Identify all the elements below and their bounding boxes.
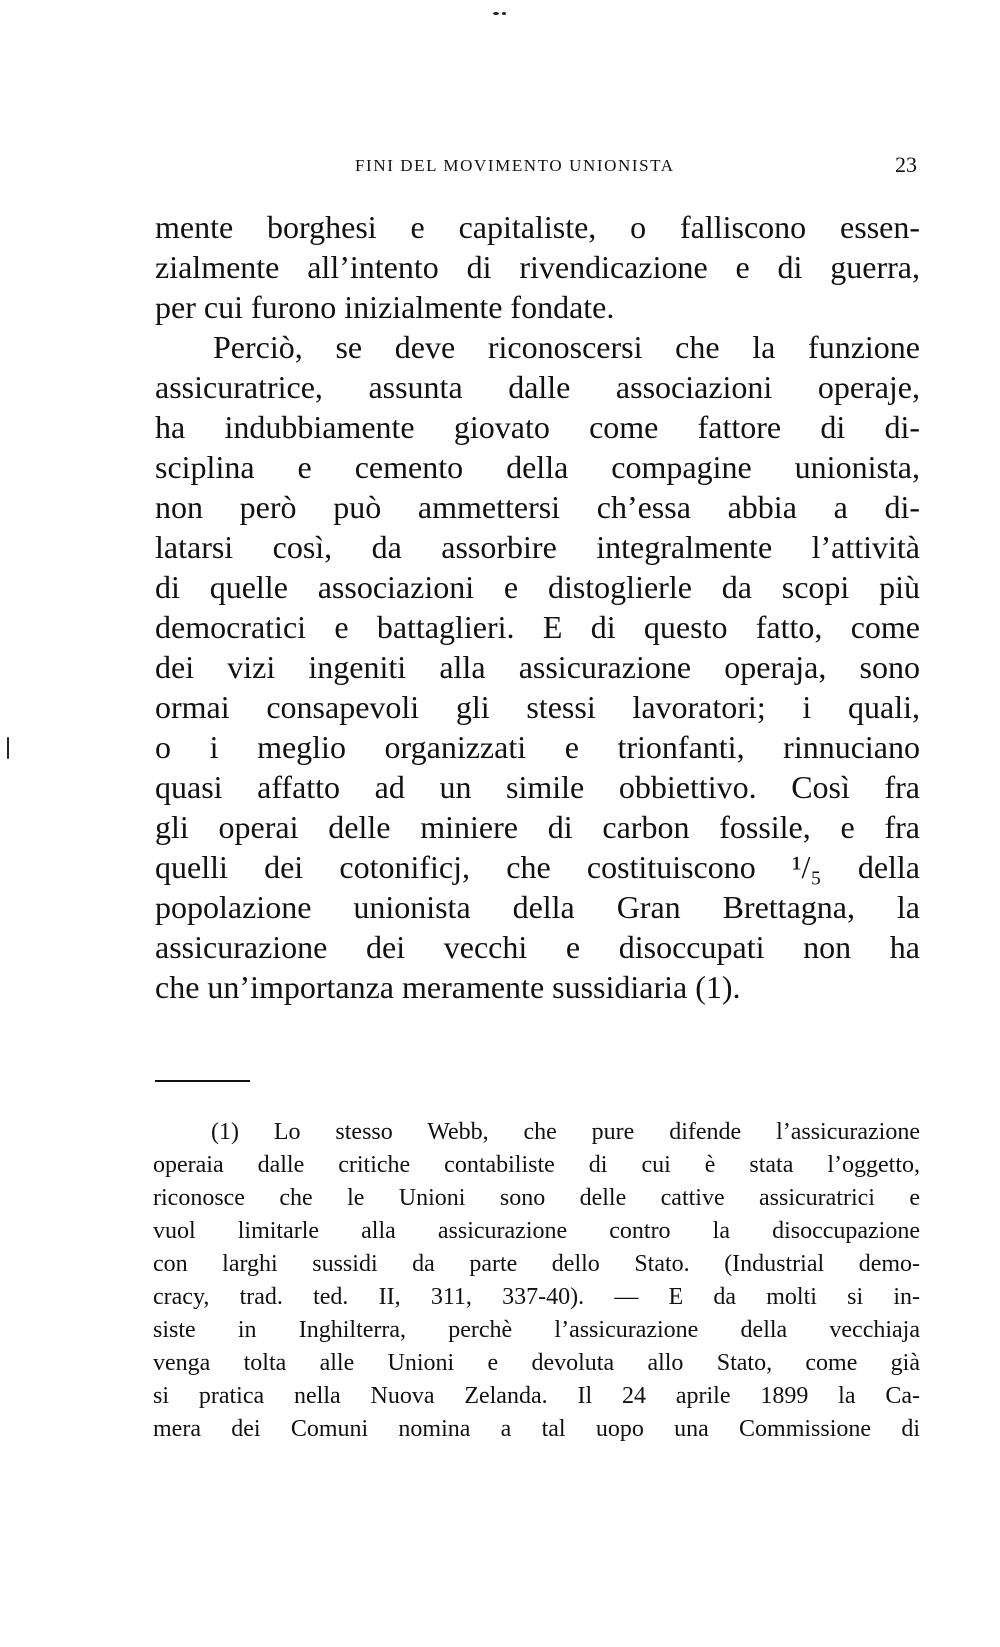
text-line: che un’importanza meramente sussidiaria (1). [155,969,741,1005]
page-header [157,152,917,182]
footnote-line: siste in Inghilterra, perchè l’assicurazione della vecchiaja [153,1317,920,1343]
text-line: zialmente all’intento di rivendicazione e di guerra, [155,249,920,285]
scan-speck [493,12,499,15]
scan-speck [502,12,506,15]
footnote-line: vuol limitarle alla assicurazione contro la disoccupazione [153,1218,920,1244]
text-line: latarsi così, da assorbire integralmente l’attività [155,529,920,565]
main-text [155,207,920,1007]
footnote-line: (1) Lo stesso Webb, che pure difende l’assicurazione [211,1119,920,1145]
footnote-line: operaia dalle critiche contabiliste di cui è stata l’oggetto, [153,1152,920,1178]
page-number: 23 [895,152,917,177]
text-line: gli operai delle miniere di carbon fossile, e fra [155,809,920,845]
text-line: democratici e battaglieri. E di questo fatto, come [155,609,920,645]
text-line: o i meglio organizzati e trionfanti, rinnuciano [155,729,920,765]
text-line: assicurazione dei vecchi e disoccupati non ha [155,929,920,965]
scan-speck [7,737,9,759]
footnote-divider [155,1080,250,1082]
text-line: sciplina e cemento della compagine unionista, [155,449,920,485]
text-line: ormai consapevoli gli stessi lavoratori; i quali, [155,689,920,725]
footnote-text [153,1116,920,1446]
text-line: ha indubbiamente giovato come fattore di di- [155,409,920,445]
text-line: popolazione unionista della Gran Brettagna, la [155,889,920,925]
running-title: FINI DEL MOVIMENTO UNIONISTA [355,156,675,175]
text-line: per cui furono inizialmente fondate. [155,289,615,325]
text-line: non però può ammettersi ch’essa abbia a di- [155,489,920,525]
text-line: dei vizi ingeniti alla assicurazione operaja, sono [155,649,920,685]
footnote-line: cracy, trad. ted. II, 311, 337-40). — E da molti si in- [153,1284,920,1310]
footnote-line: riconosce che le Unioni sono delle cattive assicuratrici e [153,1185,920,1211]
text-line: di quelle associazioni e distoglierle da scopi più [155,569,920,605]
text-line: assicuratrice, assunta dalle associazioni operaje, [155,369,920,405]
footnote-line: con larghi sussidi da parte dello Stato. (Industrial demo- [153,1251,920,1277]
footnote-line: venga tolta alle Unioni e devoluta allo Stato, come già [153,1350,920,1376]
footnote-line: mera dei Comuni nomina a tal uopo una Commissione di [153,1416,920,1442]
text-line: Perciò, se deve riconoscersi che la funzione [213,329,920,365]
text-line: mente borghesi e capitaliste, o falliscono essen- [155,209,920,245]
text-line: quelli dei cotonificj, che costituiscono ¹/₅ della [155,849,920,885]
text-line: quasi affatto ad un simile obbiettivo. Così fra [155,769,920,805]
footnote-line: si pratica nella Nuova Zelanda. Il 24 aprile 1899 la Ca- [153,1383,920,1409]
